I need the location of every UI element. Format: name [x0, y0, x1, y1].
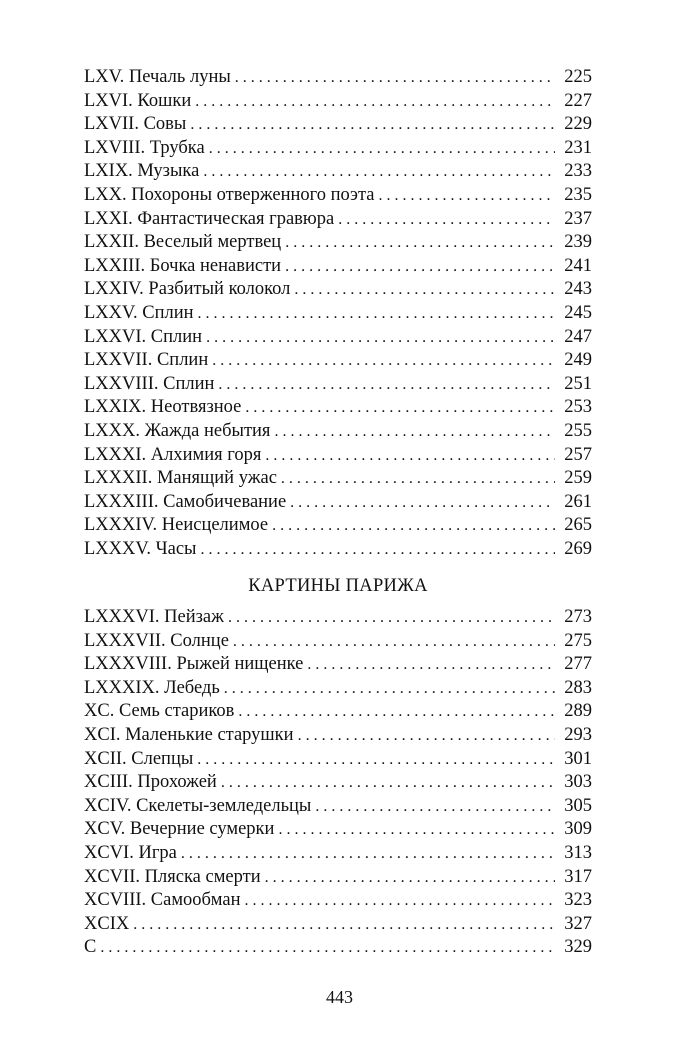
toc-entry	[84, 467, 592, 491]
toc-entry-page: 225	[564, 67, 592, 87]
dot-leader	[272, 514, 555, 538]
dot-leader	[206, 326, 555, 350]
toc-entry-title: LXXV. Сплин	[84, 302, 194, 323]
toc-entry-title: LXXVI. Сплин	[84, 326, 203, 347]
dot-leader	[281, 467, 555, 491]
toc-entry-title: XC. Семь стариков	[84, 701, 235, 722]
toc-list-part2	[84, 606, 592, 960]
toc-entry-page: 277	[564, 654, 592, 675]
toc-entry-page: 261	[564, 491, 592, 512]
toc-entry-title: XCIV. Скелеты-земледельцы	[84, 795, 312, 816]
dot-leader	[265, 866, 555, 890]
toc-entry	[84, 231, 592, 255]
dot-leader	[198, 302, 555, 326]
dot-leader	[209, 137, 555, 161]
toc-entry-title: LXIX. Музыка	[84, 161, 200, 182]
dot-leader	[133, 913, 555, 937]
toc-entry-page: 253	[564, 397, 592, 418]
toc-entry-title: C	[84, 937, 97, 958]
toc-entry-title: XCI. Маленькие старушки	[84, 724, 294, 745]
toc-entry	[84, 255, 592, 279]
toc-entry-title: LXXXVIII. Рыжей нищенке	[84, 654, 304, 675]
toc-entry	[84, 818, 592, 842]
toc-entry-title: LXXX. Жажда небытия	[84, 420, 271, 441]
toc-entry-title: LXXVII. Сплин	[84, 350, 209, 371]
toc-entry-page: 313	[564, 842, 592, 863]
toc-entry-page: 303	[564, 772, 592, 793]
toc-entry-page: 323	[564, 890, 592, 911]
toc-entry-title: LXXXI. Алхимия горя	[84, 444, 262, 465]
toc-entry-title: XCV. Вечерние сумерки	[84, 819, 275, 840]
toc-entry-title: LXXIX. Неотвязное	[84, 397, 242, 418]
toc-entry	[84, 677, 592, 701]
toc-entry-page: 283	[564, 677, 592, 698]
dot-leader	[190, 113, 555, 137]
toc-entry-page: 245	[564, 302, 592, 323]
toc-entry-page: 231	[564, 137, 592, 158]
toc-entry-title: LXXXVI. Пейзаж	[84, 607, 224, 627]
dot-leader	[235, 66, 555, 90]
dot-leader	[197, 748, 555, 772]
section-heading: КАРТИНЫ ПАРИЖА	[248, 576, 428, 596]
dot-leader	[203, 160, 555, 184]
toc-entry-title: LXXVIII. Сплин	[84, 373, 215, 394]
toc-entry	[84, 653, 592, 677]
toc-entry-page: 243	[564, 279, 592, 300]
dot-leader	[298, 724, 555, 748]
dot-leader	[285, 231, 555, 255]
toc-entry-title: LXXXII. Манящий ужас	[84, 468, 277, 489]
toc-entry	[84, 748, 592, 772]
toc-entry	[84, 326, 592, 350]
toc-entry-title: LXXIV. Разбитый колокол	[84, 279, 291, 300]
dot-leader	[379, 184, 556, 208]
dot-leader	[100, 936, 555, 960]
toc-entry-page: 257	[564, 444, 592, 465]
dot-leader	[290, 491, 555, 515]
toc-entry	[84, 700, 592, 724]
toc-entry-page: 255	[564, 420, 592, 441]
toc-entry-page: 237	[564, 208, 592, 229]
toc-entry-page: 269	[564, 538, 592, 559]
dot-leader	[244, 889, 555, 913]
dot-leader	[218, 373, 555, 397]
toc-entry-title: LXXXVII. Солнце	[84, 630, 229, 651]
toc-entry-title: LXXIII. Бочка ненависти	[84, 255, 282, 276]
toc-entry-title: LXXII. Веселый мертвец	[84, 232, 282, 253]
toc-entry-page: 275	[564, 630, 592, 651]
toc-entry-title: XCIII. Прохожей	[84, 772, 217, 793]
toc-list-part1	[84, 66, 592, 561]
toc-entry	[84, 349, 592, 373]
toc-entry-page: 247	[564, 326, 592, 347]
dot-leader	[221, 771, 555, 795]
toc-entry-title: LXXXIX. Лебедь	[84, 677, 220, 698]
toc-entry-page: 293	[564, 724, 592, 745]
toc-entry-page: 265	[564, 515, 592, 536]
toc-entry-page: 289	[564, 701, 592, 722]
toc-entry	[84, 491, 592, 515]
dot-leader	[315, 795, 555, 819]
toc-entry	[84, 184, 592, 208]
toc-entry	[84, 771, 592, 795]
toc-entry-page: 317	[564, 866, 592, 887]
dot-leader	[265, 444, 555, 468]
toc-entry-page: 249	[564, 350, 592, 371]
toc-entry-page: 273	[564, 607, 592, 627]
toc-entry-page: 305	[564, 795, 592, 816]
dot-leader	[278, 818, 555, 842]
dot-leader	[212, 349, 555, 373]
toc-entry	[84, 842, 592, 866]
toc-entry	[84, 373, 592, 397]
toc-entry	[84, 208, 592, 232]
toc-entry	[84, 606, 592, 630]
toc-entry	[84, 396, 592, 420]
toc-entry	[84, 137, 592, 161]
toc-entry-page: 301	[564, 748, 592, 769]
toc-entry	[84, 160, 592, 184]
dot-leader	[224, 677, 555, 701]
toc-entry-title: XCVII. Пляска смерти	[84, 866, 261, 887]
toc-entry-page: 241	[564, 255, 592, 276]
toc-entry-page: 227	[564, 90, 592, 111]
toc-entry-title: LXXXV. Часы	[84, 538, 197, 559]
dot-leader	[238, 700, 555, 724]
dot-leader	[285, 255, 555, 279]
toc-entry	[84, 795, 592, 819]
toc-entry	[84, 302, 592, 326]
toc-entry-title: LXXXIV. Неисцелимое	[84, 515, 269, 536]
toc-entry-title: XCII. Слепцы	[84, 748, 194, 769]
toc-entry-page: 251	[564, 373, 592, 394]
toc-entry-page: 233	[564, 161, 592, 182]
page-number: 443	[326, 987, 353, 1007]
dot-leader	[274, 420, 555, 444]
toc-entry-page: 329	[564, 937, 592, 958]
dot-leader	[245, 396, 555, 420]
dot-leader	[338, 208, 555, 232]
toc-entry	[84, 936, 592, 960]
toc-entry-title: LXV. Печаль луны	[84, 67, 231, 87]
toc-entry	[84, 866, 592, 890]
toc-entry	[84, 278, 592, 302]
toc-entry	[84, 538, 592, 562]
dot-leader	[307, 653, 555, 677]
toc-entry	[84, 113, 592, 137]
toc-entry	[84, 889, 592, 913]
toc-entry-title: LXVIII. Трубка	[84, 137, 205, 158]
toc-entry	[84, 444, 592, 468]
toc-entry-title: XCIX	[84, 913, 130, 934]
toc-entry	[84, 724, 592, 748]
toc-entry	[84, 90, 592, 114]
dot-leader	[294, 278, 555, 302]
toc-entry-page: 309	[564, 819, 592, 840]
dot-leader	[228, 606, 555, 630]
toc-entry-title: XCVI. Игра	[84, 842, 177, 863]
dot-leader	[233, 630, 555, 654]
toc-entry-page: 235	[564, 184, 592, 205]
toc-entry-title: XCVIII. Самообман	[84, 890, 241, 911]
toc-entry-page: 239	[564, 232, 592, 253]
dot-leader	[181, 842, 555, 866]
toc-entry	[84, 913, 592, 937]
toc-entry-title: LXVII. Совы	[84, 114, 187, 135]
toc-entry-page: 327	[564, 913, 592, 934]
toc-entry	[84, 66, 592, 90]
toc-entry-page: 259	[564, 468, 592, 489]
toc-entry-title: LXVI. Кошки	[84, 90, 192, 111]
toc-entry-title: LXXXIII. Самобичевание	[84, 491, 287, 512]
toc-entry-page: 229	[564, 114, 592, 135]
dot-leader	[195, 90, 555, 114]
toc-entry-title: LXXI. Фантастическая гравюра	[84, 208, 335, 229]
toc-entry	[84, 420, 592, 444]
toc-entry	[84, 630, 592, 654]
dot-leader	[200, 538, 555, 562]
toc-entry-title: LXX. Похороны отверженного поэта	[84, 184, 375, 205]
toc-entry	[84, 514, 592, 538]
